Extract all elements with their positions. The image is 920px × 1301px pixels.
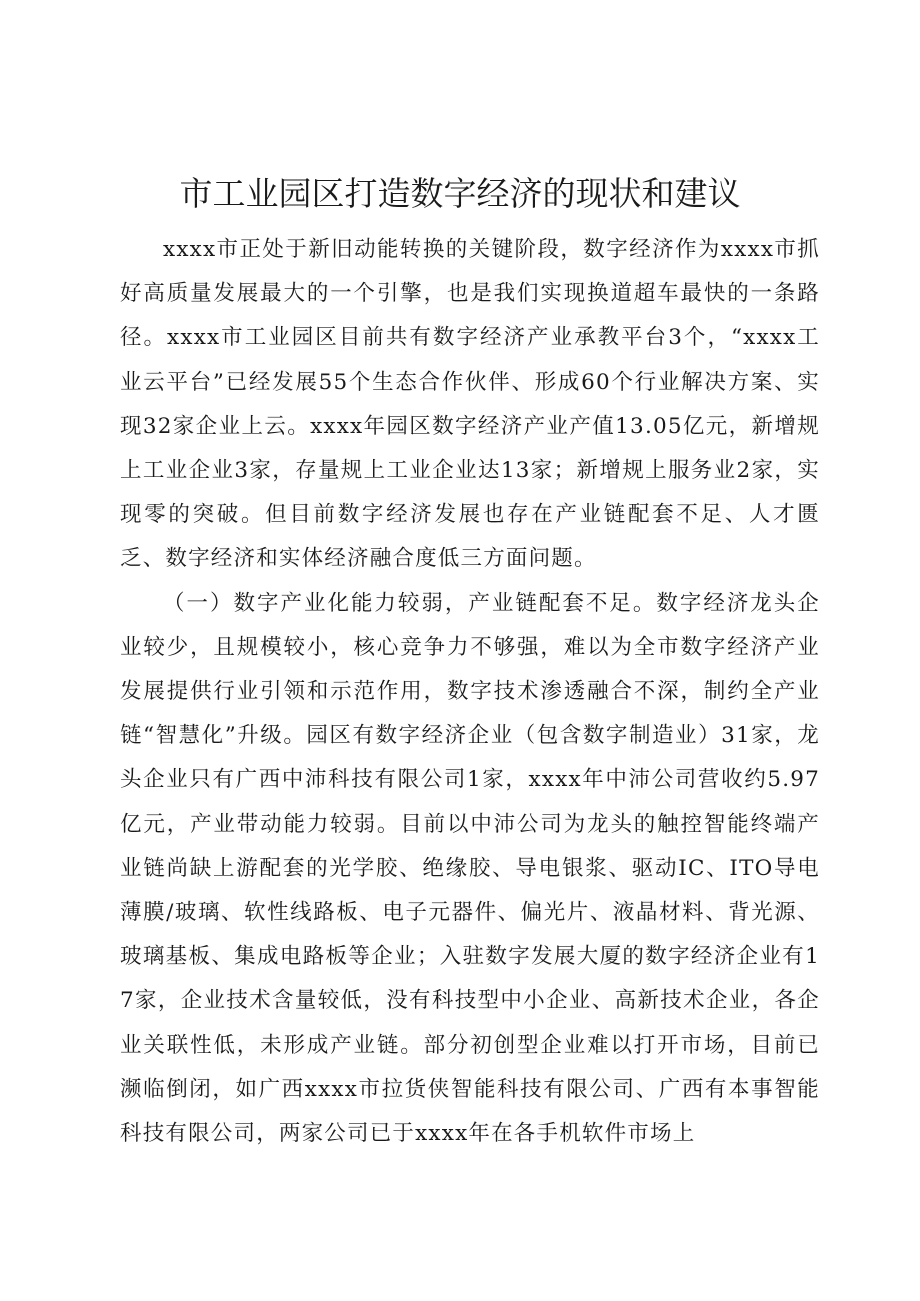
document-body: [120, 228, 820, 1156]
paragraph-section-1: （一）数字产业化能力较弱，产业链配套不足。数字经济龙头企业较少，且规模较小，核心竞争力不够强，难以为全市数字经济产业发展提供行业引领和示范作用，数字技术渗透融合不深，制约全产业链“智慧化”升级。园区有数字经济企业（包含数字制造业）31家，龙头企业只有广西中沛科技有限公司1家，xxxx年中沛公司营收约5.97亿元，产业带动能力较弱。目前以中沛公司为龙头的触控智能终端产业链尚缺上游配套的光学胶、绝缘胶、导电银浆、驱动IC、ITO导电薄膜/玻璃、软性线路板、电子元器件、偏光片、液晶材料、背光源、玻璃基板、集成电路板等企业；入驻数字发展大厦的数字经济企业有17家，企业技术含量较低，没有科技型中小企业、高新技术企业，各企业关联性低，未形成产业链。部分初创型企业难以打开市场，目前已濒临倒闭，如广西xxxx市拉货侠智能科技有限公司、广西有本事智能科技有限公司，两家公司已于xxxx年在各手机软件市场上: [120, 590, 820, 1147]
paragraph-intro: xxxx市正处于新旧动能转换的关键阶段，数字经济作为xxxx市抓好高质量发展最大的一个引擎，也是我们实现换道超车最快的一条路径。xxxx市工业园区目前共有数字经济产业承教平台3个，“xxxx工业云平台”已经发展55个生态合作伙伴、形成60个行业解决方案、实现32家企业上云。xxxx年园区数字经济产业产值13.05亿元，新增规上工业企业3家，存量规上工业企业达13家；新增规上服务业2家，实现零的突破。但目前数字经济发展也存在产业链配套不足、人才匮乏、数字经济和实体经济融合度低三方面问题。: [120, 237, 820, 572]
document-title: 市工业园区打造数字经济的现状和建议: [179, 174, 741, 213]
